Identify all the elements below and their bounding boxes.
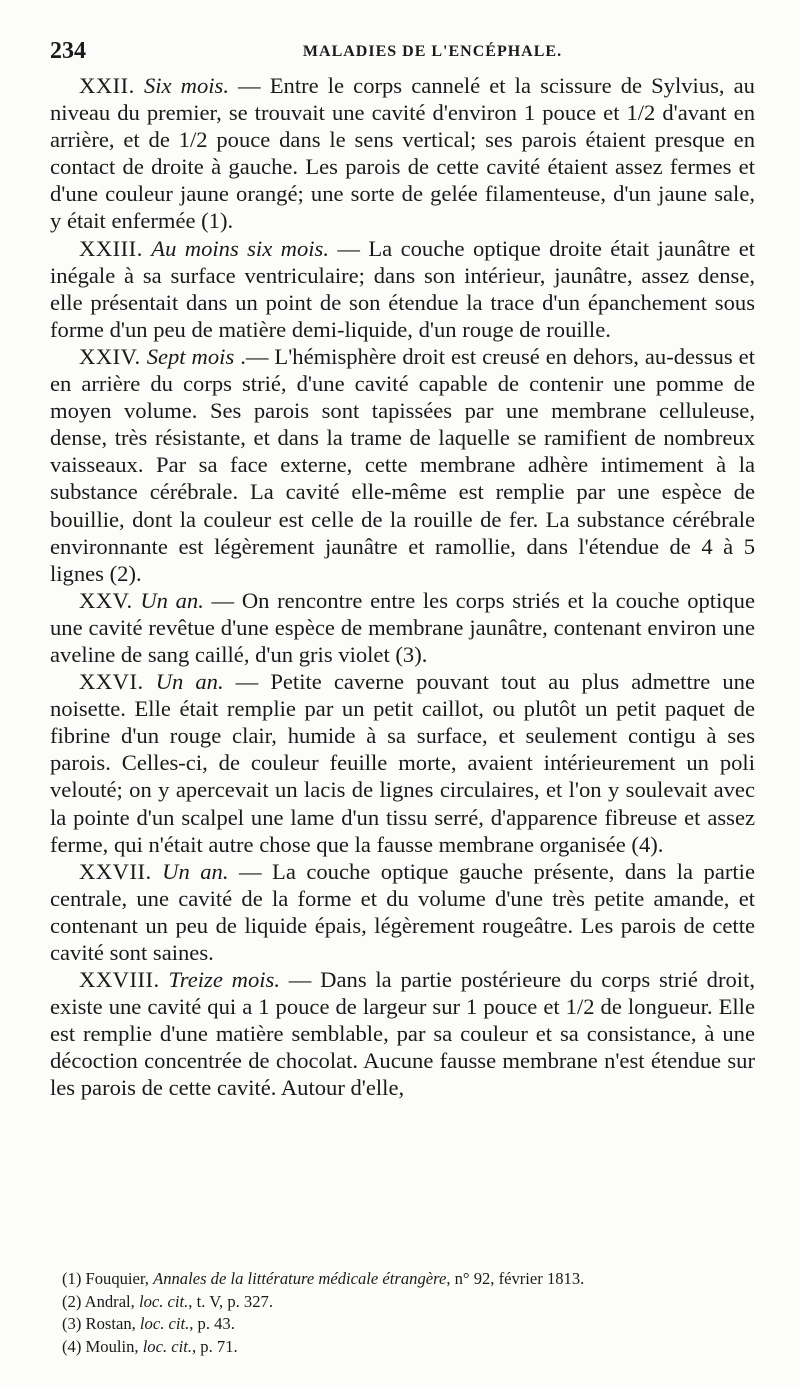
paragraph-xxii <box>50 72 755 235</box>
case-text: — Entre le corps cannelé et la scissure de Sylvius, au niveau du premier, se trouvait une cavité d'environ 1 pouce et 1/2 d'avant en arrière, et de 1/2 pouce dans le sens vertical; ses parois étaient presque en contact de droite à gauche. Les parois de cette cavité étaient assez fermes et d'une couleur jaune orangé; une sorte de gelée filamenteuse, d'un jaune sale, y était enfermée (1). <box>50 73 755 234</box>
case-duration: Un an. <box>155 669 224 695</box>
footnote-rest: , p. 71. <box>192 1336 238 1356</box>
footnote-author: Fouquier, <box>85 1269 149 1288</box>
case-number: XXVII. <box>79 858 152 884</box>
running-title: MALADIES DE L'ENCÉPHALE. <box>302 43 563 60</box>
case-text: — La couche optique gauche présente, dans la partie centrale, une cavité de la forme et du volume d'une très petite amande, et contenant un peu de liquide épais, légèrement rougeâtre. Les parois de cette cavité sont saines. <box>50 858 755 965</box>
page-number: 234 <box>50 38 86 64</box>
footnote-mark: (4) <box>62 1336 82 1356</box>
footnote-work: loc. cit. <box>138 1291 189 1311</box>
case-number: XXIV. <box>79 343 141 369</box>
case-text: — Petite caverne pouvant tout au plus admettre une noisette. Elle était remplie par un petit caillot, ou plutôt un petit paquet de fibrine d'un rouge clair, humide à sa surface, et seulement contigu à ses parois. Celles-ci, de couleur feuille morte, avaient intérieurement un poli velouté; on y apercevait un lacis de lignes circulaires, et l'on y soulevait avec la pointe d'un scalpel une lame d'un tissu serré, d'apparence fibreuse et assez ferme, qui n'était autre chose que la fausse membrane organisée (4). <box>50 669 755 857</box>
footnote-work: Annales de la littérature médicale étrangère <box>153 1269 447 1288</box>
footnote-work: loc. cit. <box>142 1336 192 1356</box>
paragraph-xxv <box>50 587 755 668</box>
footnote-rest: , n° 92, février 1813. <box>446 1269 585 1288</box>
footnote-rest: , t. V, p. 327. <box>188 1291 273 1311</box>
footnote-1 <box>62 1268 762 1291</box>
case-text: — On rencontre entre les corps striés et la couche optique une cavité revêtue d'une espèce de membrane jaunâtre, contenant environ une aveline de sang caillé, d'un gris violet (3). <box>50 587 755 667</box>
case-number: XXVI. <box>79 669 144 695</box>
paragraph-xxviii <box>50 966 755 1101</box>
footnote-2 <box>62 1291 762 1314</box>
case-text: — Dans la partie postérieure du corps strié droit, existe une cavité qui a 1 pouce de largeur sur 1 pouce et 1/2 de longueur. Elle est remplie d'une matière semblable, par sa couleur et sa consistance, à une décoction concentrée de chocolat. Aucune fausse membrane n'est étendue sur les parois de cette cavité. Autour d'elle, <box>50 967 755 1101</box>
paragraph-xxiv <box>50 343 755 587</box>
footnote-3 <box>62 1313 762 1336</box>
case-duration: Treize mois. <box>168 967 280 993</box>
footnote-4 <box>62 1336 762 1359</box>
footnote-rest: , p. 43. <box>189 1314 235 1333</box>
case-text: .— L'hémisphère droit est creusé en dehors, au-dessus et en arrière du corps strié, d'une cavité capable de contenir une pomme de moyen volume. Ses parois sont tapissées par une membrane celluleuse, dense, très résistante, et dans la trame de laquelle se ramifient de nombreux vaisseaux. Par sa face externe, cette membrane adhère intimement à la substance cérébrale. La cavité elle-même est remplie par une espèce de bouillie, dont la couleur est celle de la rouille de fer. La substance cérébrale environnante est légèrement jaunâtre et ramollie, dans l'étendue de 4 à 5 lignes (2). <box>50 343 755 586</box>
body-text <box>50 72 755 1102</box>
case-duration: Au moins six mois. <box>151 235 329 261</box>
case-duration: Un an. <box>162 858 229 884</box>
footnote-mark: (1) <box>62 1269 82 1288</box>
case-number: XXVIII. <box>79 967 160 993</box>
footnote-author: Andral, <box>84 1291 135 1311</box>
case-number: XXII. <box>79 73 135 98</box>
case-number: XXIII. <box>79 235 143 261</box>
case-duration: Un an. <box>140 587 204 613</box>
footnote-author: Rostan, <box>85 1314 136 1333</box>
paragraph-xxvi <box>50 668 755 858</box>
case-duration: Six mois. <box>143 73 229 98</box>
case-duration: Sept mois <box>146 343 235 369</box>
footnote-mark: (3) <box>62 1314 82 1333</box>
paragraph-xxiii <box>50 235 755 343</box>
footnote-work: loc. cit. <box>139 1314 190 1333</box>
case-text: — La couche optique droite était jaunâtre et inégale à sa surface ventriculaire; dans son intérieur, jaunâtre, assez dense, elle présentait dans un point de son étendue la trace d'un épanchement sous forme d'un peu de matière demi-liquide, d'un rouge de rouille. <box>50 235 756 342</box>
footnotes <box>62 1268 762 1358</box>
footnote-author: Moulin, <box>85 1336 139 1356</box>
footnote-mark: (2) <box>62 1291 82 1311</box>
paragraph-xxvii <box>50 858 755 966</box>
page-header <box>50 38 755 68</box>
case-number: XXV. <box>79 587 133 613</box>
